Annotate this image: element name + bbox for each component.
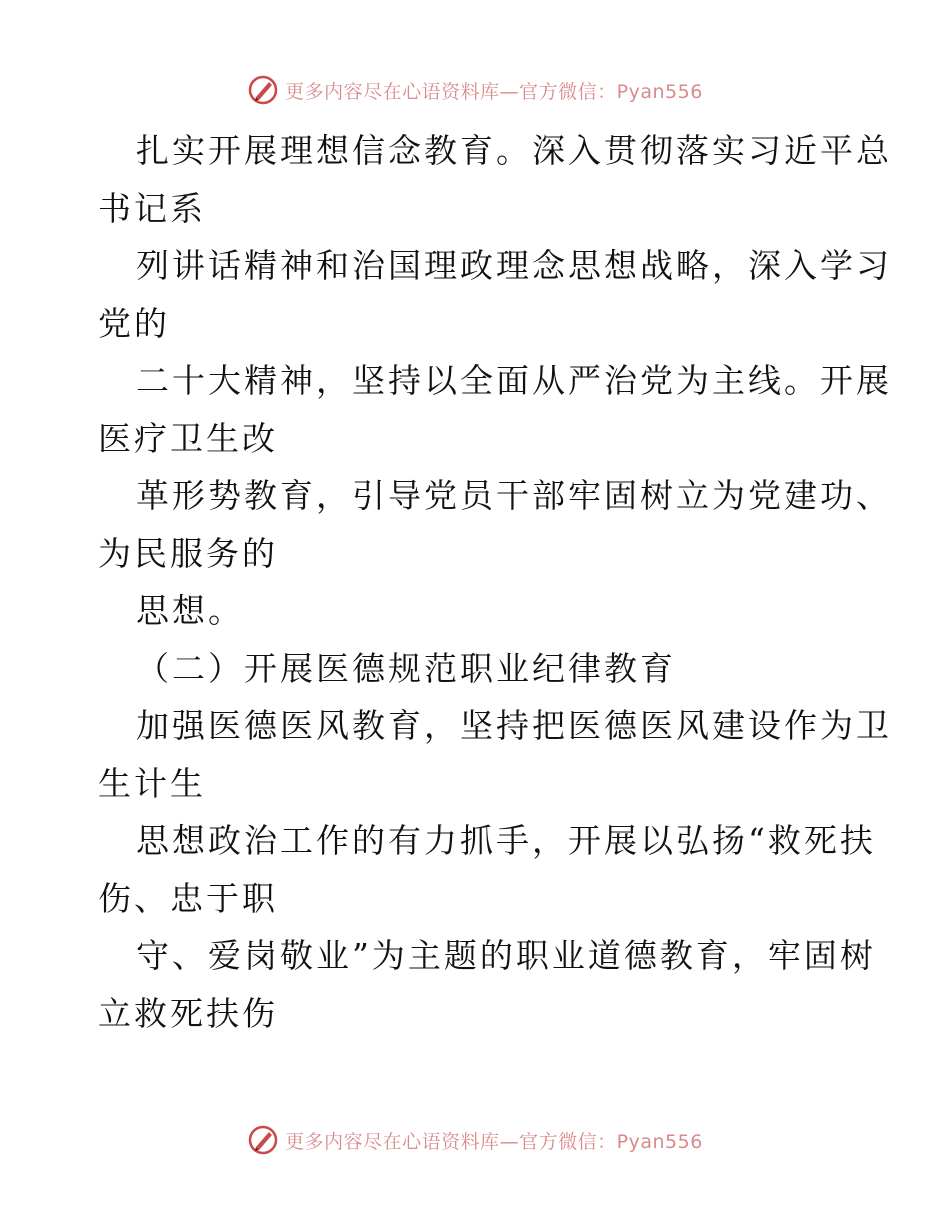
body-text-line: 为民服务的 xyxy=(98,533,278,573)
body-text-line: 扎实开展理想信念教育。深入贯彻落实习近平总 xyxy=(136,131,892,170)
pen-in-circle-icon xyxy=(247,1124,279,1156)
body-text-line: 守、爱岗敬业”为主题的职业道德教育，牢固树 xyxy=(136,936,876,975)
body-text-line: 列讲话精神和治国理政理念思想战略，深入学习 xyxy=(136,246,892,285)
body-text-line: 思想。 xyxy=(136,591,244,630)
body-text-line: 二十大精神，坚持以全面从严治党为主线。开展 xyxy=(136,361,892,400)
body-text-line: 医疗卫生改 xyxy=(98,418,278,458)
body-text-line: 伤、忠于职 xyxy=(98,878,278,918)
body-text-line: 加强医德医风教育，坚持把医德医风建设作为卫 xyxy=(136,706,892,745)
header-watermark xyxy=(0,70,950,110)
watermark-text: 更多内容尽在心语资料库—官方微信：Pyan556 xyxy=(285,80,703,103)
document-body xyxy=(98,122,892,1042)
body-text-line: 革形势教育，引导党员干部牢固树立为党建功、 xyxy=(136,476,892,515)
body-text-line: （二）开展医德规范职业纪律教育 xyxy=(136,648,676,688)
body-text-line: 党的 xyxy=(98,303,170,343)
watermark-text: 更多内容尽在心语资料库—官方微信：Pyan556 xyxy=(285,1130,703,1153)
body-text-line: 书记系 xyxy=(98,188,206,228)
footer-watermark xyxy=(0,1120,950,1160)
pen-in-circle-icon xyxy=(247,74,279,106)
body-text-line: 立救死扶伤 xyxy=(98,993,278,1033)
body-text-line: 生计生 xyxy=(98,763,206,803)
body-text-line: 思想政治工作的有力抓手，开展以弘扬“救死扶 xyxy=(136,821,876,860)
